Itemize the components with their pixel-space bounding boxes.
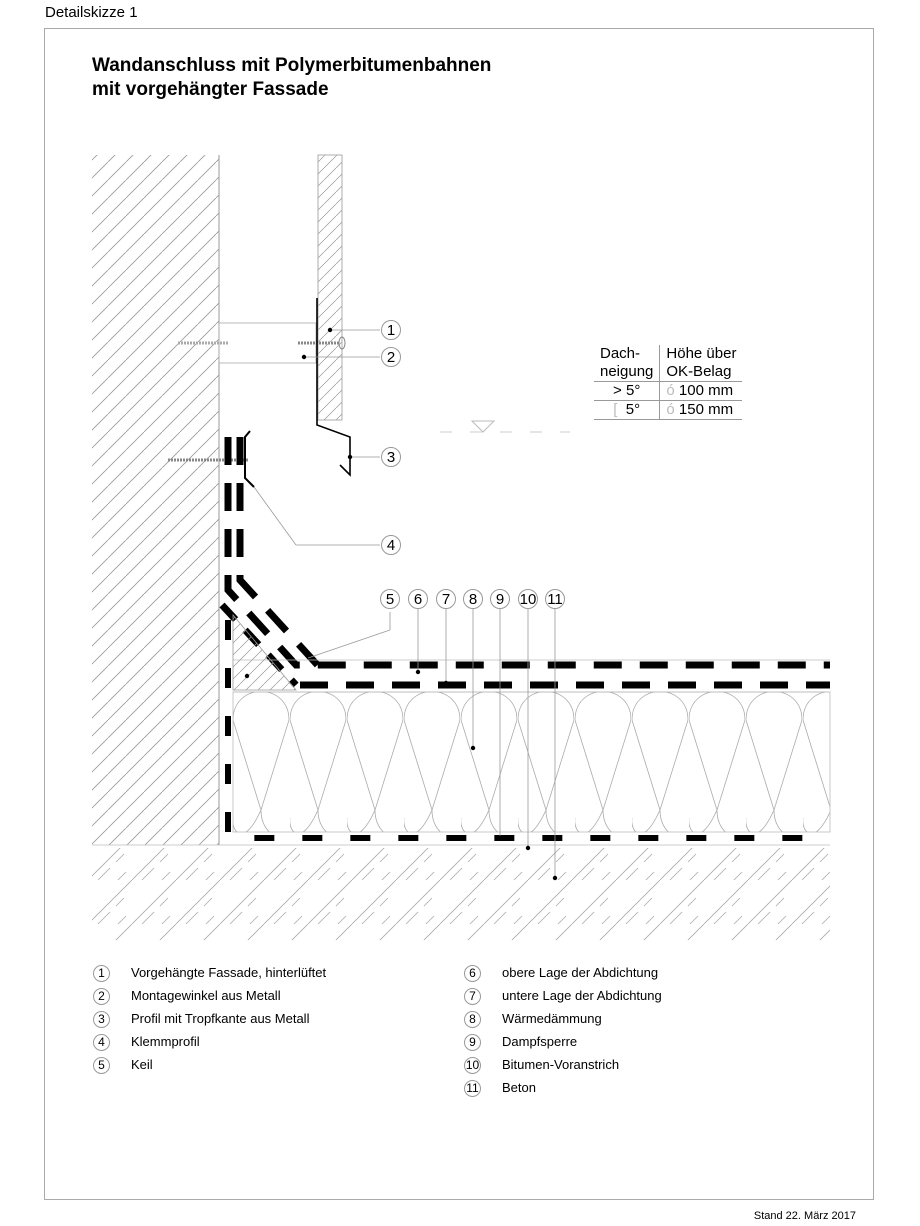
legend-item: 7 untere Lage der Abdichtung [464,986,481,1006]
callout-10: 10 [519,591,537,608]
callout-6: 6 [413,591,423,608]
row1-height: ó 100 mm [660,382,743,401]
callout-2: 2 [386,349,396,366]
legend-item: 4 Klemmprofil [93,1032,110,1052]
callout-8: 8 [468,591,478,608]
legend-item: 10 Bitumen-Voranstrich [465,1057,620,1072]
title-line-2: mit vorgehängter Fassade [92,79,329,100]
header-height: Höhe über OK-Belag [660,345,743,382]
facade-panel [318,155,342,420]
upper-membrane [228,437,830,665]
callout-1: 1 [386,322,396,339]
row2-slope: [ 5° [594,401,660,420]
concrete [92,848,830,940]
callout-4: 4 [386,537,396,554]
legend-item: 6 obere Lage der Abdichtung [464,963,481,983]
legend-item: 11 Beton [464,1078,481,1098]
row1-slope: > 5° [594,382,660,401]
header-slope: Dach- neigung [594,345,660,382]
title-line-1: Wandanschluss mit Polymerbitumenbahnen [92,55,492,76]
height-table [594,345,742,420]
row2-height: ó 150 mm [660,401,743,420]
wall-hatch [92,155,219,845]
footer-date: Stand 22. März 2017 [753,1210,856,1222]
callout-9: 9 [495,591,505,608]
sheet-label: Detailskizze 1 [45,4,138,21]
legend-item: 2 Montagewinkel aus Metall [93,986,110,1006]
insulation [233,692,830,832]
legend-item: 3 Profil mit Tropfkante aus Metall [93,1009,110,1029]
callout-7: 7 [441,591,451,608]
legend-item: 5 Keil [93,1055,110,1075]
legend-item: 8 Wärmedämmung [464,1009,481,1029]
callout-5: 5 [385,591,395,608]
legend-item: 9 Dampfsperre [464,1032,481,1052]
callout-11: 11 [547,591,563,608]
legend-item: 1 Vorgehängte Fassade, hinterlüftet [93,963,110,983]
callout-3: 3 [386,449,396,466]
